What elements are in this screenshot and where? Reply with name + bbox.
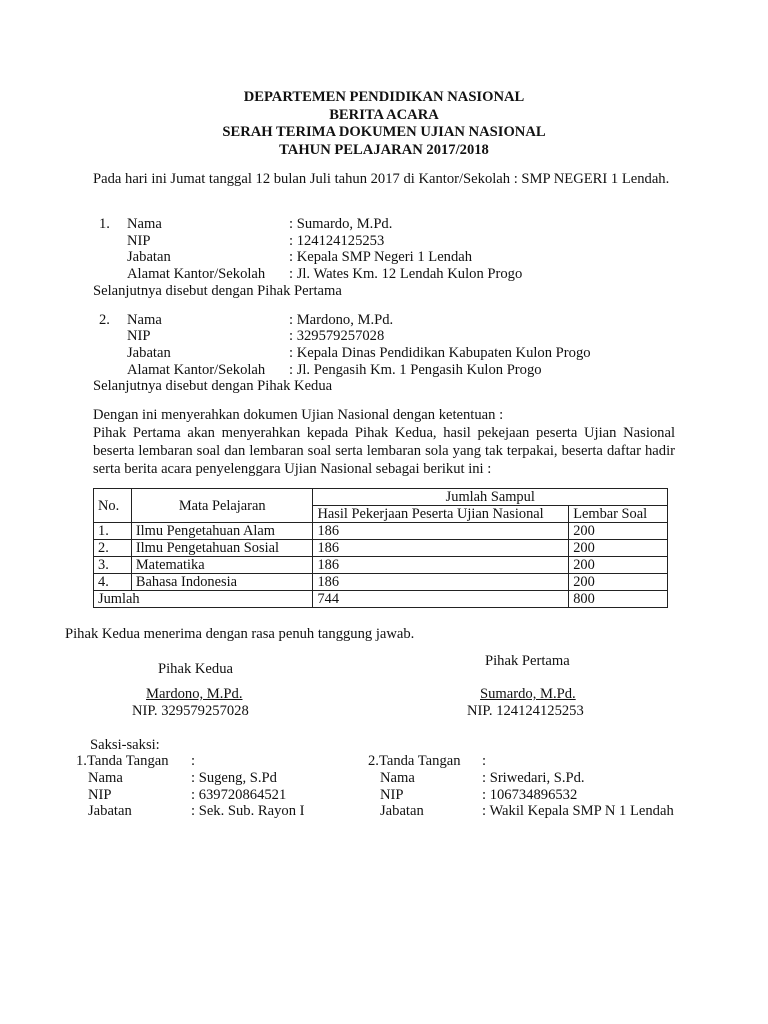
party-2-nip: : 329579257028 bbox=[289, 328, 385, 344]
row-mapel: Bahasa Indonesia bbox=[131, 574, 313, 591]
table-total-row bbox=[94, 591, 668, 608]
witness-1-nama: : Sugeng, S.Pd bbox=[191, 770, 277, 786]
table-row bbox=[94, 523, 668, 540]
party-1-alamat-label: Alamat Kantor/Sekolah bbox=[127, 266, 266, 282]
header-lembar-soal: Lembar Soal bbox=[569, 506, 668, 523]
row-no: 4. bbox=[94, 574, 132, 591]
left-signature-title: Pihak Kedua bbox=[158, 661, 233, 677]
table-row bbox=[94, 540, 668, 557]
party-1-number: 1. bbox=[99, 216, 110, 232]
witness-1-jabatan-label: Jabatan bbox=[88, 803, 132, 819]
party-2-alamat: : Jl. Pengasih Km. 1 Pengasih Kulon Progo bbox=[289, 362, 542, 378]
party-2-nama-label: Nama bbox=[127, 312, 162, 328]
left-signature-name: Mardono, M.Pd. bbox=[146, 686, 243, 702]
row-lembar: 200 bbox=[569, 523, 668, 540]
party-1-jabatan-label: Jabatan bbox=[127, 249, 171, 265]
document-table bbox=[93, 488, 668, 608]
total-lembar: 800 bbox=[569, 591, 668, 608]
header-jumlah-sampul: Jumlah Sampul bbox=[313, 489, 668, 506]
party-2-jabatan-label: Jabatan bbox=[127, 345, 171, 361]
body-paragraph: Pihak Pertama akan menyerahkan kepada Pihak Kedua, hasil pekejaan peserta Ujian Nasional beserta lembaran soal dan lembaran soal serta lembaran sola yang tak terpakai, beserta daftar hadir serta berita acara penyelenggara Ujian Nasional sebagai berikut ini : bbox=[93, 425, 675, 477]
right-signature-name: Sumardo, M.Pd. bbox=[480, 686, 576, 702]
party-1-nama-label: Nama bbox=[127, 216, 162, 232]
party-1-note: Selanjutnya disebut dengan Pihak Pertama bbox=[93, 283, 342, 299]
party-2-nip-label: NIP bbox=[127, 328, 151, 344]
witness-2-nama-label: Nama bbox=[380, 770, 415, 786]
left-signature-nip: NIP. 329579257028 bbox=[132, 703, 249, 719]
header-mata-pelajaran: Mata Pelajaran bbox=[131, 489, 313, 523]
body-line-1: Dengan ini menyerahkan dokumen Ujian Nasional dengan ketentuan : bbox=[93, 407, 504, 423]
header-line-2: BERITA ACARA bbox=[329, 107, 439, 123]
row-lembar: 200 bbox=[569, 557, 668, 574]
party-1-jabatan: : Kepala SMP Negeri 1 Lendah bbox=[289, 249, 473, 265]
witness-2-nip: : 106734896532 bbox=[482, 787, 578, 803]
header-line-1: DEPARTEMEN PENDIDIKAN NASIONAL bbox=[243, 89, 525, 105]
party-2-alamat-label: Alamat Kantor/Sekolah bbox=[127, 362, 266, 378]
table-header-row bbox=[94, 489, 668, 506]
header-line-4: TAHUN PELAJARAN 2017/2018 bbox=[279, 142, 489, 158]
row-hasil: 186 bbox=[313, 557, 569, 574]
right-signature-nip: NIP. 124124125253 bbox=[467, 703, 584, 719]
row-no: 3. bbox=[94, 557, 132, 574]
party-1-nip: : 124124125253 bbox=[289, 233, 385, 249]
party-1-alamat: : Jl. Wates Km. 12 Lendah Kulon Progo bbox=[289, 266, 523, 282]
total-label: Jumlah bbox=[94, 591, 313, 608]
witness-2-jabatan-label: Jabatan bbox=[380, 803, 424, 819]
row-mapel: Matematika bbox=[131, 557, 313, 574]
party-1-nip-label: NIP bbox=[127, 233, 151, 249]
witness-1-tanda-tangan-label: 1.Tanda Tangan bbox=[76, 753, 169, 769]
row-lembar: 200 bbox=[569, 574, 668, 591]
witness-1-jabatan: : Sek. Sub. Rayon I bbox=[191, 803, 305, 819]
party-2-number: 2. bbox=[99, 312, 110, 328]
header-hasil-pekerjaan: Hasil Pekerjaan Peserta Ujian Nasional bbox=[313, 506, 569, 523]
party-2-note: Selanjutnya disebut dengan Pihak Kedua bbox=[93, 378, 333, 394]
row-lembar: 200 bbox=[569, 540, 668, 557]
witness-1-nip-label: NIP bbox=[88, 787, 112, 803]
saksi-heading: Saksi-saksi: bbox=[90, 737, 160, 753]
right-signature-title: Pihak Pertama bbox=[485, 653, 570, 669]
witness-1-nama-label: Nama bbox=[88, 770, 123, 786]
witness-2-tanda-tangan: : bbox=[482, 753, 487, 769]
party-2-jabatan: : Kepala Dinas Pendidikan Kabupaten Kulon Progo bbox=[289, 345, 591, 361]
row-no: 1. bbox=[94, 523, 132, 540]
party-1-nama: : Sumardo, M.Pd. bbox=[289, 216, 393, 232]
witness-2-jabatan: : Wakil Kepala SMP N 1 Lendah bbox=[482, 803, 674, 819]
table-row bbox=[94, 574, 668, 591]
witness-2-nama: : Sriwedari, S.Pd. bbox=[482, 770, 585, 786]
row-mapel: Ilmu Pengetahuan Sosial bbox=[131, 540, 313, 557]
row-mapel: Ilmu Pengetahuan Alam bbox=[131, 523, 313, 540]
row-hasil: 186 bbox=[313, 574, 569, 591]
row-hasil: 186 bbox=[313, 523, 569, 540]
witness-2-nip-label: NIP bbox=[380, 787, 404, 803]
row-hasil: 186 bbox=[313, 540, 569, 557]
closing-statement: Pihak Kedua menerima dengan rasa penuh tanggung jawab. bbox=[65, 626, 415, 642]
intro-paragraph: Pada hari ini Jumat tanggal 12 bulan Juli tahun 2017 di Kantor/Sekolah : SMP NEGERI 1 Lendah. bbox=[93, 171, 670, 187]
row-no: 2. bbox=[94, 540, 132, 557]
total-hasil: 744 bbox=[313, 591, 569, 608]
header-line-3: SERAH TERIMA DOKUMEN UJIAN NASIONAL bbox=[222, 124, 546, 140]
witness-1-tanda-tangan: : bbox=[191, 753, 196, 769]
witness-2-tanda-tangan-label: 2.Tanda Tangan bbox=[368, 753, 461, 769]
header-no: No. bbox=[94, 489, 132, 523]
party-2-nama: : Mardono, M.Pd. bbox=[289, 312, 394, 328]
table-row bbox=[94, 557, 668, 574]
witness-1-nip: : 639720864521 bbox=[191, 787, 287, 803]
